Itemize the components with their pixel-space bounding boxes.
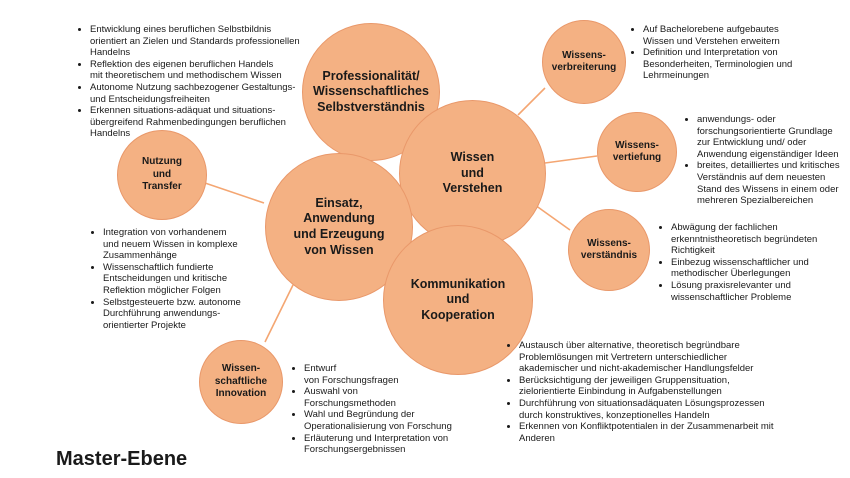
circle-einsatz-label: Einsatz, Anwendung und Erzeugung von Wissen	[293, 195, 385, 257]
list-nutzung	[89, 227, 273, 331]
list-item: • Erläuterung und Interpretation von Forschungsergebnissen	[304, 433, 504, 456]
circle-innovation-label: Wissen- schaftliche Innovation	[214, 363, 268, 400]
list-item: • Entwicklung eines beruflichen Selbstbildnis orientiert an Zielen und Standards professionellen Handelns	[90, 24, 320, 59]
list-verbreiterung	[629, 24, 843, 82]
list-item: • Entwurf von Forschungsfragen	[304, 363, 504, 386]
list-item: • Integration von vorhandenem und neuem Wissen in komplexe Zusammenhänge	[103, 227, 273, 262]
list-verstaendnis	[657, 222, 850, 303]
list-item: • Auswahl von Forschungsmethoden	[304, 386, 504, 409]
circle-verbreiterung	[542, 20, 626, 104]
list-item: • Abwägung der fachlichen erkenntnistheoretisch begründeten Richtigkeit	[671, 222, 850, 257]
circle-kommunikation-label: Kommunikation und Kooperation	[410, 276, 506, 322]
list-item: • anwendungs- oder forschungsorientierte Grundlage zur Entwicklung und/ oder Anwendung eigenständiger Ideen	[697, 114, 850, 160]
list-item: • Reflektion des eigenen beruflichen Handels mit theoretischem und methodischem Wissen	[90, 59, 320, 82]
circle-wissen-verstehen	[399, 100, 546, 247]
page-title: Master-Ebene	[56, 448, 188, 470]
circle-vertiefung-label: Wissens- vertiefung	[612, 139, 662, 163]
circle-verbreiterung-label: Wissens- verbreiterung	[551, 49, 617, 73]
list-item: • Selbstgesteuerte bzw. autonome Durchführung anwendungs- orientierter Projekte	[103, 297, 273, 332]
list-item: • Berücksichtigung der jeweiligen Gruppensituation, zielorientierte Einbindung in Aufgabenstellungen	[519, 375, 819, 398]
circle-wissen-verstehen-label: Wissen und Verstehen	[442, 150, 503, 196]
list-item: • Lösung praxisrelevanter und wissenschaftlicher Probleme	[671, 280, 850, 303]
list-vertiefung	[683, 114, 850, 207]
circle-nutzung	[117, 130, 207, 220]
list-professionalitaet	[76, 24, 320, 140]
circle-vertiefung	[597, 112, 677, 192]
list-item: • Einbezug wissenschaftlicher und methodischer Überlegungen	[671, 257, 850, 280]
list-item: • Autonome Nutzung sachbezogener Gestaltungs- und Entscheidungsfreiheiten	[90, 82, 320, 105]
circle-professionalitaet-label: Professionalität/ Wissenschaftliches Selbstverständnis	[313, 68, 429, 114]
list-item: • Auf Bachelorebene aufgebautes Wissen und Verstehen erweitern	[643, 24, 843, 47]
circle-nutzung-label: Nutzung und Transfer	[142, 156, 182, 193]
list-item: • Erkennen situations-adäquat und situations- übergreifend Rahmenbedingungen beruflichen Handelns	[90, 105, 320, 140]
list-kommunikation	[505, 340, 819, 444]
list-item: • Austausch über alternative, theoretisch begründbare Problemlösungen mit Vertretern unterschiedlicher akademischer und nicht-akademischer Handlungsfelder	[519, 340, 819, 375]
circle-verstaendnis	[568, 209, 650, 291]
list-item: • Wissenschaftlich fundierte Entscheidungen und kritische Reflektion möglicher Folgen	[103, 262, 273, 297]
circle-verstaendnis-label: Wissens- verständnis	[580, 237, 638, 261]
list-item: • Definition und Interpretation von Besonderheiten, Terminologien und Lehrmeinungen	[643, 47, 843, 82]
circle-innovation	[199, 340, 283, 424]
connector-verstaendnis	[535, 205, 570, 230]
list-item: • breites, detailliertes und kritisches Verständnis auf dem neuesten Stand des Wissens in einem oder mehreren Spezialbereichen	[697, 160, 850, 206]
connector-verbreiterung	[518, 88, 545, 115]
list-item: • Erkennen von Konfliktpotentialen in der Zusammenarbeit mit Anderen	[519, 421, 819, 444]
list-item: • Durchführung von situationsadäquaten Lösungsprozessen durch konstruktives, konzeptionelles Handeln	[519, 398, 819, 421]
list-item: • Wahl und Begründung der Operationalisierung von Forschung	[304, 409, 504, 432]
list-innovation	[290, 363, 504, 456]
connector-nutzung	[205, 183, 264, 203]
connector-vertiefung	[545, 156, 597, 163]
